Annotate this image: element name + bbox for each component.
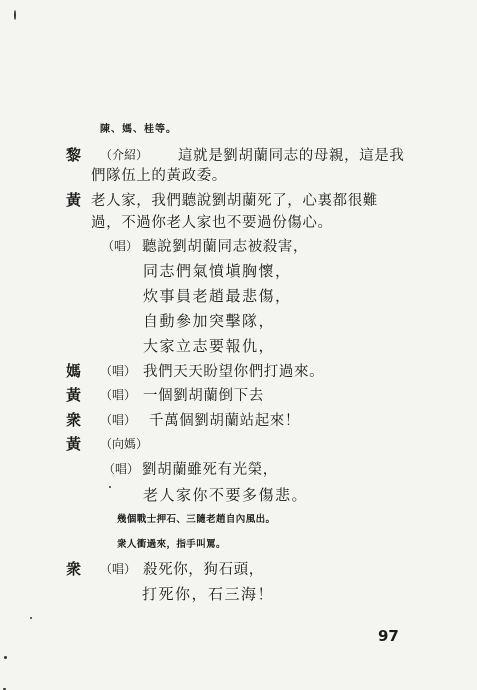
song-line: 聽說劉胡蘭同志被殺害， — [142, 239, 309, 255]
song-line: 同志們氣憤塡胸懷， — [143, 262, 292, 280]
stage-direction: （唱） — [100, 364, 137, 378]
stage-direction: （唱） — [100, 413, 137, 427]
stage-direction: （唱） — [102, 239, 139, 253]
song-line: 我們天天盼望你們打過來。 — [143, 364, 325, 380]
page-number: 97 — [378, 627, 399, 645]
scan-speck — [30, 617, 32, 619]
song-line: 自動參加突擊隊， — [143, 312, 276, 330]
stage-direction: （介紹） — [100, 148, 149, 162]
speaker-label: 衆 — [66, 411, 82, 429]
dialogue-line: 過，不過你老人家也不要過份傷心。 — [91, 215, 333, 231]
scan-speck — [14, 10, 16, 20]
speaker-label: 衆 — [66, 560, 82, 578]
dialogue-line: 們隊伍上的黃政委。 — [91, 168, 227, 184]
stage-direction: （唱） — [100, 388, 137, 402]
stage-direction: （唱） — [100, 562, 137, 576]
speaker-label: 媽 — [66, 362, 82, 380]
song-line: 老人家你不要多傷悲。 — [143, 486, 309, 504]
song-line: 炊事員老趙最悲傷， — [143, 287, 292, 305]
stage-direction-small: 衆人衝過來，指手叫罵。 — [117, 539, 226, 550]
speaker-label: 黎 — [66, 146, 82, 164]
speaker-label: 黃 — [66, 435, 82, 453]
stage-direction-small: 幾個戰士押石、三隨老趙自內風出。 — [117, 514, 276, 525]
dialogue-line: 老人家，我們聽說劉胡蘭死了，心裏都很難 — [91, 193, 378, 209]
speaker-label: 黃 — [66, 191, 82, 209]
stage-direction-top: 陳、媽、桂等。 — [100, 124, 177, 135]
song-line: 打死你，石三海！ — [142, 585, 275, 603]
song-line: 殺死你，狗石頭， — [143, 562, 264, 578]
stage-direction: （向媽） — [100, 437, 149, 451]
song-line: 大家立志要報仇， — [143, 337, 276, 355]
song-line: 一個劉胡蘭倒下去 — [143, 388, 264, 404]
stage-direction: （唱） — [103, 462, 140, 476]
scan-speck — [109, 486, 111, 488]
speaker-label: 黃 — [66, 386, 82, 404]
dialogue-line: 這就是劉胡蘭同志的母親，這是我 — [178, 148, 405, 164]
song-line: 劉胡蘭雖死有光榮， — [142, 462, 278, 478]
song-line: 千萬個劉胡蘭站起來！ — [149, 413, 300, 429]
scan-speck — [4, 656, 7, 659]
